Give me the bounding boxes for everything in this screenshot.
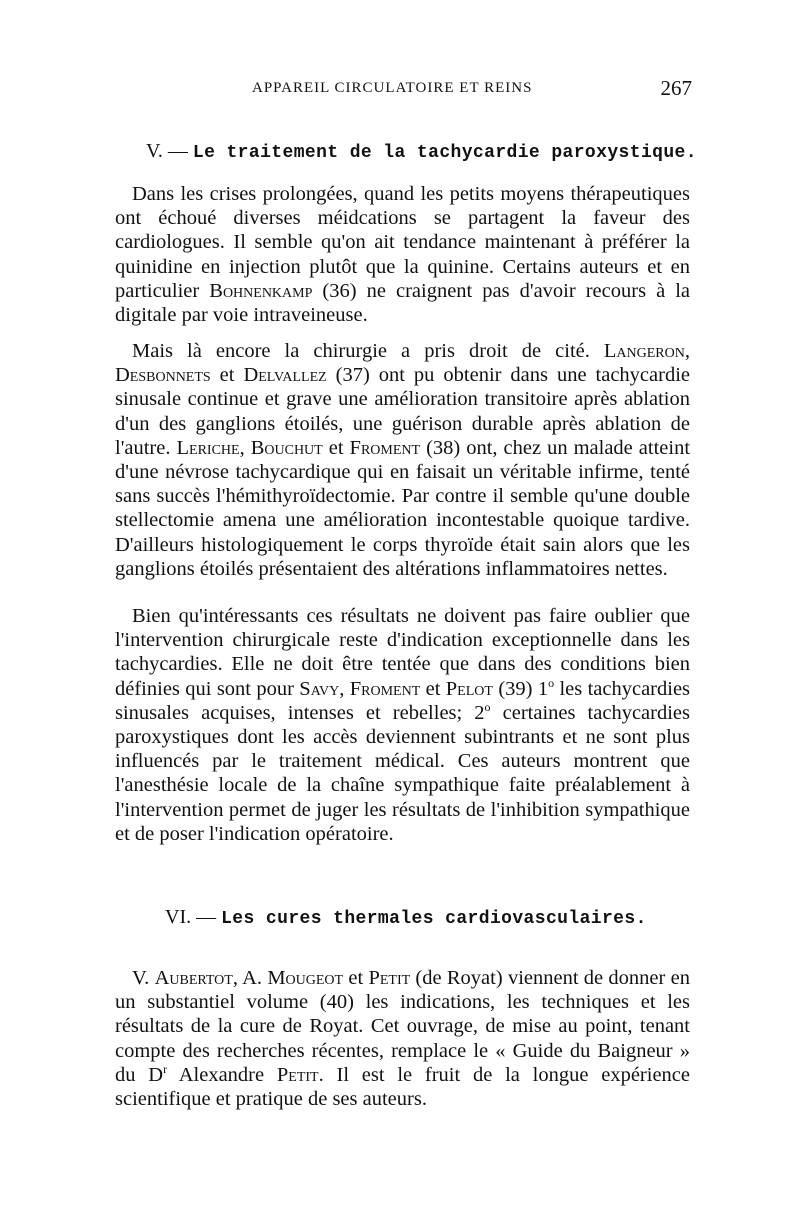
text-run: Mais là encore la chirurgie a pris droit de cité. — [132, 340, 604, 362]
text-run: Dans les crises prolongées, quand les petits moyens thérapeutiques ont échoué diverses méidcations se partagent la faveur des cardiologues. Il semble qu'on ait tendance maintenant à préférer la quinidine en injection plutôt que la quinine. Certains auteurs et en particulier — [115, 183, 690, 302]
ordinal-superscript: o — [548, 675, 555, 690]
author-name: Petit — [276, 1063, 319, 1086]
author-name: Bouchut — [250, 436, 323, 459]
author-name: Langeron — [603, 340, 685, 362]
author-name: Desbonnets — [115, 364, 211, 387]
text-run: Bien qu'intéressants ces résultats ne doivent pas faire oublier que l'intervention chirurgicale reste d'indication exceptionnelle dans les tachycardies. Elle ne doit être tentée que dans des conditions bien définies qui sont pour — [115, 605, 690, 700]
text-run: (37) ont pu obtenir dans une tachycardie sinusale continue et grave une amélioration transitoire après ablation d'un des ganglions étoilés, une guérison durable après ablation de l'autre. — [115, 364, 690, 459]
author-name: Bohnenkamp — [209, 279, 313, 302]
text-run: et — [210, 364, 244, 387]
running-title: APPAREIL CIRCULATOIRE ET REINS — [252, 80, 533, 96]
author-name: Pelot — [445, 677, 493, 700]
title-superscript: r — [163, 1061, 168, 1076]
author-name: Petit — [368, 967, 411, 989]
text-run: , A. — [232, 967, 268, 989]
paragraph-4 — [115, 966, 690, 1111]
text-run: Alexandre — [167, 1063, 277, 1086]
text-run: certaines tachycardies paroxystiques dont les accès deviennent subintrants et ne sont plus influencés par le traitement médical. Ces auteurs montrent que l'anesthésie locale de la chaîne sympathique faite préalablement à l'intervention permet de juger les résultats de l'inhibition sympathique et de poser l'indication opératoire. — [115, 701, 690, 845]
text-run: . Il est le fruit de la longue expérience scientifique et pratique de ses auteurs. — [115, 1063, 690, 1111]
page-number: 267 — [660, 76, 692, 100]
section-title: Les cures thermales cardiovasculaires. — [221, 909, 647, 929]
author-name: Mougeot — [267, 967, 344, 989]
text-run: les tachycardies sinusales acquises, intenses et rebelles; 2 — [115, 677, 691, 724]
section-title: Le traitement de la tachycardie paroxystique. — [192, 143, 697, 163]
section-number: VI. — — [165, 906, 217, 928]
paragraph-3 — [115, 604, 690, 846]
author-name: Froment — [349, 677, 421, 700]
text-run: et — [343, 967, 369, 989]
section-heading-v — [146, 140, 697, 163]
author-name: Savy — [299, 677, 340, 700]
text-run: (de Royat) viennent de donner en un substantiel volume (40) les indications, les techniques et les résultats de la cure de Royat. Cet ouvrage, de mise au point, tenant compte des recherches récentes, remplace le « Guide du Baigneur » du D — [115, 967, 690, 1086]
section-heading-vi — [165, 906, 647, 929]
section-number: V. — — [146, 140, 188, 162]
text-run: V. — [132, 967, 155, 989]
text-run: , — [239, 436, 251, 459]
text-run: (39) 1 — [492, 677, 549, 700]
ordinal-superscript: o — [484, 699, 491, 714]
text-run: , — [339, 677, 350, 700]
running-head — [112, 76, 692, 104]
text-run: et — [420, 677, 446, 700]
author-name: Leriche — [176, 436, 240, 459]
text-run: et — [322, 436, 350, 459]
author-name: Delvallez — [243, 364, 327, 387]
text-run: , — [684, 340, 690, 362]
paragraph-1 — [115, 182, 690, 327]
author-name: Froment — [349, 436, 421, 459]
text-run: (36) ne craignent pas d'avoir recours à la digitale par voie intraveineuse. — [115, 279, 690, 327]
author-name: Aubertot — [154, 967, 233, 989]
paragraph-2 — [115, 339, 690, 581]
text-run: (38) ont, chez un malade atteint d'une névrose tachycardique qui en faisait un véritable infirme, tenté sans succès l'hémithyroïdectomie. Par contre il semble qu'une double stellectomie amena une amélioration incontestable quoique tardive. D'ailleurs histologiquement le corps thyroïde était sain alors que les ganglions étoilés présentaient des altérations inflammatoires nettes. — [115, 436, 691, 580]
